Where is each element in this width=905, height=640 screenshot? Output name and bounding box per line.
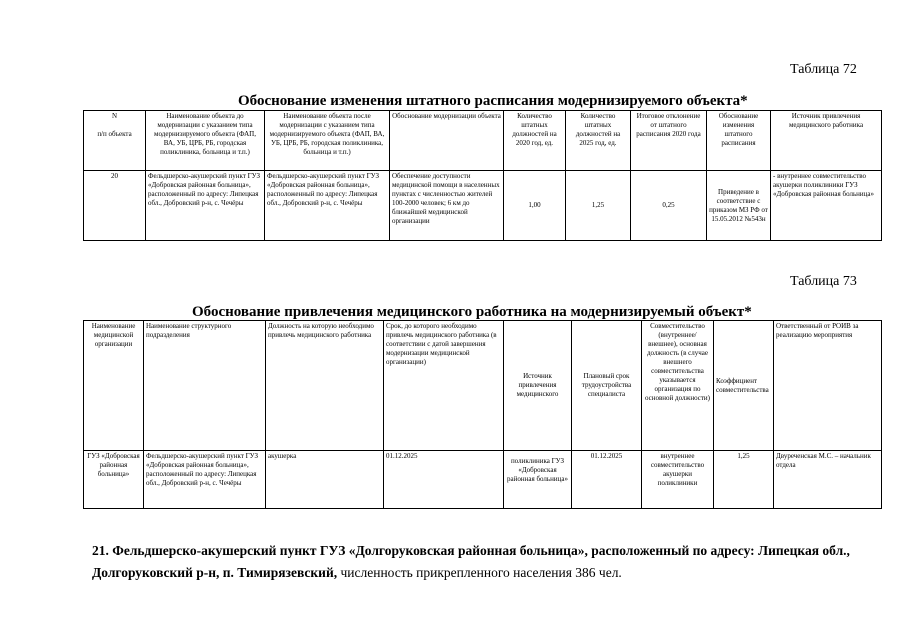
header-cell: Должность на которую необходимо привлечь медицинского работника bbox=[266, 321, 384, 451]
header-cell: Совместительство (внутреннее/внешнее), основная должность (в случае внешнего совместительства указывается организация по основной должности) bbox=[642, 321, 714, 451]
table-cell: 1,25 bbox=[566, 171, 631, 241]
header-cell: Итоговое отклонение от штатного расписания 2020 года bbox=[631, 111, 707, 171]
table-cell: 01.12.2025 bbox=[384, 451, 504, 509]
header-cell: Источник привлечения медицинского работника bbox=[771, 111, 882, 171]
table-cell: 20 bbox=[84, 171, 146, 241]
table-cell: акушерка bbox=[266, 451, 384, 509]
table-cell: - внутреннее совместительство акушерки поликлиники ГУЗ «Добровская районная больница» bbox=[771, 171, 882, 241]
table-72-title: Обоснование изменения штатного расписания модернизируемого объекта* bbox=[238, 93, 748, 109]
header-cell: Наименование структурного подразделения bbox=[144, 321, 266, 451]
table-72-label: Таблица 72 bbox=[790, 62, 857, 77]
header-cell: Количество штатных должностей на 2025 год, ед. bbox=[566, 111, 631, 171]
header-cell: Обоснование модернизации объекта bbox=[390, 111, 504, 171]
table-cell: ГУЗ «Добровская районная больница» bbox=[84, 451, 144, 509]
paragraph-text: численность прикрепленного населения 386 чел. bbox=[337, 565, 622, 580]
table-cell: Обеспечение доступности медицинской помощи в населенных пунктах с численностью жителей 100-2000 человек; 6 км до ближайшей медицинской организации bbox=[390, 171, 504, 241]
table-cell: Фельдшерско-акушерский пункт ГУЗ «Добровская районная больница», расположенный по адресу: Липецкая обл., Добровский р-н, с. Чечёры bbox=[144, 451, 266, 509]
table-cell: поликлиника ГУЗ «Добровская районная больница» bbox=[504, 451, 572, 509]
table-row bbox=[84, 171, 882, 241]
header-cell: Срок, до которого необходимо привлечь медицинского работника (в соответствии с датой завершения модернизации медицинской организации) bbox=[384, 321, 504, 451]
header-cell: Источник привлечения медицинского bbox=[504, 321, 572, 451]
header-cell: Коэффициент совместительства bbox=[714, 321, 774, 451]
table-cell: Фельдшерско-акушерский пункт ГУЗ «Добровская районная больница», расположенный по адресу: Липецкая обл., Добровский р-н, с. Чечёры bbox=[265, 171, 390, 241]
header-cell: Ответственный от РОИВ за реализацию мероприятия bbox=[774, 321, 882, 451]
header-cell: Наименование объекта до модернизации с указанием типа модернизируемого объекта (ФАП, ВА, УБ, ЦРБ, РБ, городская поликлиника, больница и т.п.) bbox=[146, 111, 265, 171]
header-cell: Наименование медицинской организации bbox=[84, 321, 144, 451]
paragraph-bold-text: 21. Фельдшерско-акушерский пункт ГУЗ «Долгоруковская районная больница», расположенный по адресу: Липецкая обл., Долгоруковский р-н, п. Тимирязевский, bbox=[92, 543, 850, 580]
table-cell: внутреннее совместительство акушерки поликлиники bbox=[642, 451, 714, 509]
header-cell: Наименование объекта после модернизации с указанием типа модернизируемого объекта (ФАП, ВА, УБ, ЦРБ, РБ, городская поликлиника, больница и т.п.) bbox=[265, 111, 390, 171]
header-cell: N п/п объекта bbox=[84, 111, 146, 171]
header-cell: Обоснование изменения штатного расписания bbox=[707, 111, 771, 171]
table-cell: Двуреченская М.С. – начальник отдела bbox=[774, 451, 882, 509]
table-header-row bbox=[84, 321, 882, 451]
table-cell: 1,00 bbox=[504, 171, 566, 241]
table-cell: Приведение в соответствие с приказом МЗ РФ от 15.05.2012 №543н bbox=[707, 171, 771, 241]
table-73-title: Обоснование привлечения медицинского работника на модернизируемый объект* bbox=[192, 304, 752, 320]
table-73 bbox=[83, 320, 882, 509]
table-row bbox=[84, 451, 882, 509]
table-cell: Фельдшерско-акушерский пункт ГУЗ «Добровская районная больница», расположенный по адресу: Липецкая обл., Добровский р-н, с. Чечёры bbox=[146, 171, 265, 241]
table-cell: 01.12.2025 bbox=[572, 451, 642, 509]
table-cell: 1,25 bbox=[714, 451, 774, 509]
section-paragraph bbox=[92, 540, 905, 584]
header-cell: Количество штатных должностей на 2020 год, ед. bbox=[504, 111, 566, 171]
table-cell: 0,25 bbox=[631, 171, 707, 241]
table-72 bbox=[83, 110, 882, 241]
table-73-label: Таблица 73 bbox=[790, 274, 857, 289]
table-header-row bbox=[84, 111, 882, 171]
header-cell: Плановый срок трудоустройства специалиста bbox=[572, 321, 642, 451]
